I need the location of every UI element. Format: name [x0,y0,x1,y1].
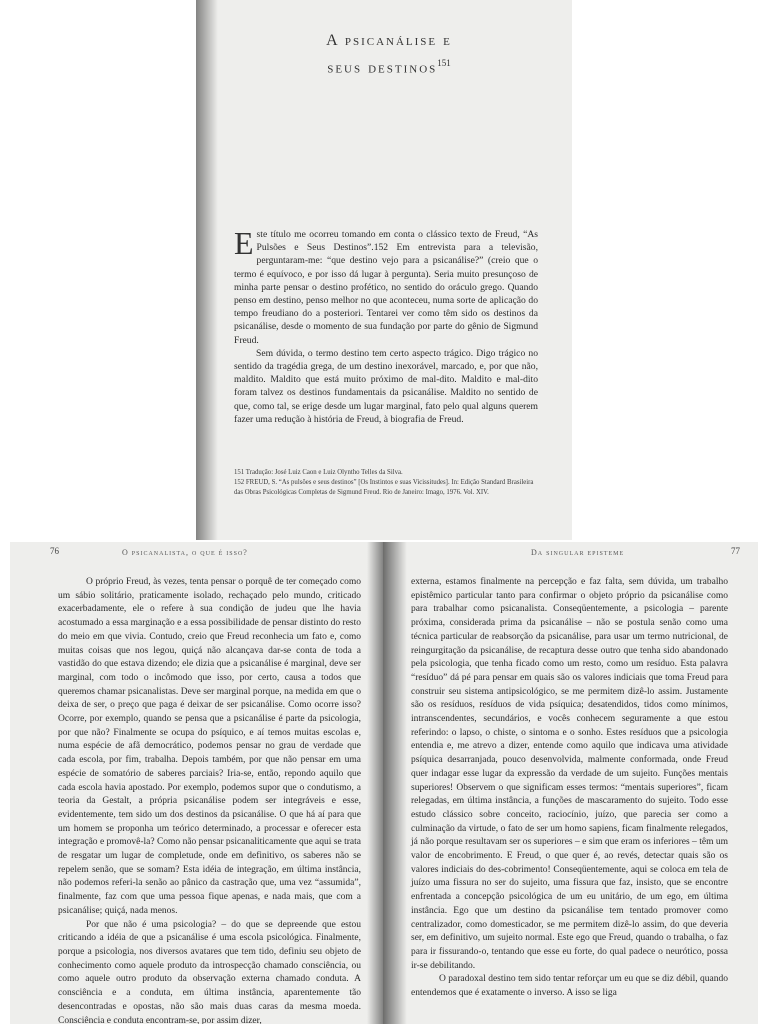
chapter-title [236,30,542,79]
left-book-page [10,542,383,1024]
right-book-page [383,542,758,1024]
chapter-title-text: seus destinos [327,59,438,77]
page-number: 77 [731,546,740,556]
footnote-152: 152 FREUD, S. “As pulsões e seus destinos” [Os Instintos e suas Vicissitudes]. In: Edição Standard Brasileira das Obras Psicológicas Completas de Sigmund Freud. Rio de Janeiro: Imago, 1976. Vol. XIV. [234,479,534,496]
chapter-paragraph-1 [234,225,538,347]
running-head: Da singular episteme [531,548,625,557]
footnote-151: 151 Tradução: José Luiz Caon e Luiz Olyntho Telles da Silva. [234,469,403,476]
paragraph: Por que não é uma psicologia? – do que se depreende que estou criticando a idéia de que a psicanálise é uma escola psicológica. Finalmente, porque a psicologia, nos diversos avatares que tem tido, definiu seu objeto de conhecimento como aquele produto da introspecção chamado consciência, ou como aquele outro produto da observação externa chamado conduta. A consciência e a conduta, em última instância, aparentemente tão desencontradas e opostas, não são mais duas caras da mesma moeda. Consciência e conduta encontram-se, por assim dizer, [58,919,361,1024]
running-head: O psicanalista, o que é isso? [122,548,248,557]
paragraph: externa, estamos finalmente na percepção e faz falta, sem dúvida, um trabalho epistêmico particular tanto para confirmar o objeto próprio da psicanálise como para trabalhar como psicanalista. Conseqüentemente, a psicologia – parente próxima, considerada prima da psicanálise – não se postula senão como uma técnica particular de reabsorção da psicanálise, para usar um termo nutricional, de reingurgitação da psicanálise, de recaptura desse outro que tenha sido abandonado pela psicologia, que tenha ficado como um resto, como um resíduo. Esta palavra “resíduo” dá pé para pensar em quais são os valores indiciais que toma Freud para construir seu sistema antipsicológico, se me permitem dizê-lo assim. Justamente são os resíduos, resíduos de vida psíquica; desatendidos, tidos como mínimos, intranscendentes, secundários, e vocês conhecem seguramente a que estou referindo: o lapso, o chiste, o sintoma e o sonho. Estes resíduos que a psicologia entendia e, me atrevo a dizer, entende como aquilo que indicava uma atividade psíquica desarranjada, pouco desenvolvida, malmente conformada, onde Freud quer indagar esse lugar da expressão da verdade de um sujeito. Funções mentais superiores! Observem o que significam esses termos: “mentais superiores”, ficam relegadas, em última instância, a funções de mascaramento do sujeito. Todo esse estudo clássico sobre conceito, raciocínio, juízo, que parecia ser como a culminação da virtude, o fato de ser um homo sapiens, ficam finalmente relegados, já não porque resultavam ser os superiores – e sim que eram os inferiores – têm um valor de encobrimento. E Freud, o que quer é, ao revés, detectar quais são os valores indiciais do des-cobrimento! Conseqüentemente, aqui se coloca em tela de juízo uma fissura no ser do sujeito, uma fissura que faz, insisto, que se encontre enfrentada a concepção psicológica de um eu unitário, de um ego, em última instância. Ego que um destino da psicanálise tem tentado promover como centralizador, como domesticador, se me permitem dizê-lo assim, do que deveria ser, em definitivo, um sujeito normal. Este ego que Freud, quando o trabalha, o faz para ir fissurando-o, tentando que esse eu forte, do qual padece o neurótico, possa ir-se debilitando. [411,577,728,971]
chapter-paragraph-1-text: ste título me ocorreu tomando em conta o clássico texto de Freud, “As Pulsões e Seus Destinos”.152 Em entrevista para a televisão, perguntaram-me: “que destino vejo para a psicanálise?” (creio que o termo é equívoco, e por isso dá lugar à pergunta). Seria muito presunçoso de minha parte pensar o destino profético, no sentido do oráculo grego. Quando penso em destino, penso melhor no que aconteceu, numa sorte de aplicação do tempo freudiano do a posteriori. Tentarei ver como têm sido os destinos da psicanálise, desde o momento de sua fundação por parte do gênio de Sigmund Freud. [234,229,538,346]
top-book-page [196,0,572,540]
page-body [411,576,728,1001]
chapter-body [234,225,538,426]
drop-cap: E [234,225,254,261]
footnotes [234,468,538,498]
chapter-title-line-1: A psicanálise e [326,32,452,49]
paragraph: O paradoxal destino tem sido tentar reforçar um eu que se diz débil, quando entendemos que é exatamente o inverso. A isso se liga [411,974,728,999]
page-number: 76 [50,546,59,556]
page-body [58,576,361,1024]
chapter-paragraph-2: Sem dúvida, o termo destino tem certo aspecto trágico. Digo trágico no sentido da tragédia grega, de um destino inexorável, marcado, e, por que não, maldito. Maldito que está muito próximo de mal-dito. Maldito e mal-dito foram talvez os destinos fundamentais da psicanálise. Maldito no sentido de que, como tal, se erige desde um lugar marginal, fato pelo qual alguns querem fazer uma redução à história de Freud, à biografia de Freud. [234,347,538,425]
paragraph: O próprio Freud, às vezes, tenta pensar o porquê de ter começado como um sábio solitário, praticamente isolado, rechaçado pelo mundo, criticado exacerbadamente, ele o refere à sua condição de judeu que lhe havia acostumado a essa marginação e a essa possibilidade de pensar distinto do resto do meio em que vivia. Contudo, creio que Freud reconhecia um fato e, como muitas coisas que nos legou, quiçá não alcançava dar-se conta de toda a vastidão do que estava dizendo; ele dizia que a psicanálise é marginal, deve ser marginal, com todo o incômodo que isso, por certo, causa a todos que queremos chamar psicanalistas. Deve ser marginal porque, na medida em que o deixa de ser, o preço que paga é deixar de ser psicanálise. Como ocorre isso? Ocorre, por exemplo, quando se pensa que a psicanálise é parte da psicologia, por que não? Finalmente se ocupa do psíquico, e aí temos muitas escolas e, numa espécie de afã democrático, podemos pensar no grau de verdade que cada escola, por fim, trabalha. Depois também, por que não pensar em uma espécie de somatório de saberes parciais? Iria-se, então, repondo aquilo que cada escola havia apostado. Por exemplo, podemos supor que o condutismo, a teoria da Gestalt, a própria psicanálise podem ser integráveis e esse, evidentemente, tem sido um dos destinos da psicanálise. O que há aí para que um homem se proponha um teórico determinado, a processar e oferecer esta integração e promovê-la? Como não pensar psicanaliticamente que aqui se trata de resgatar um lugar de completude, onde em definitivo, os saberes não se repelem senão, que se somam? Esta idéia de integração, em última instância, não podemos referi-la senão ao pânico da castração que, uma vez “assumida”, finalmente, faz com que uma pessoa fique apenas, e nada mais, que com a psicanálise; quiçá, nada menos. [58,577,361,916]
chapter-title-footnote-marker: 151 [437,58,451,68]
chapter-title-line-2 [236,52,542,79]
